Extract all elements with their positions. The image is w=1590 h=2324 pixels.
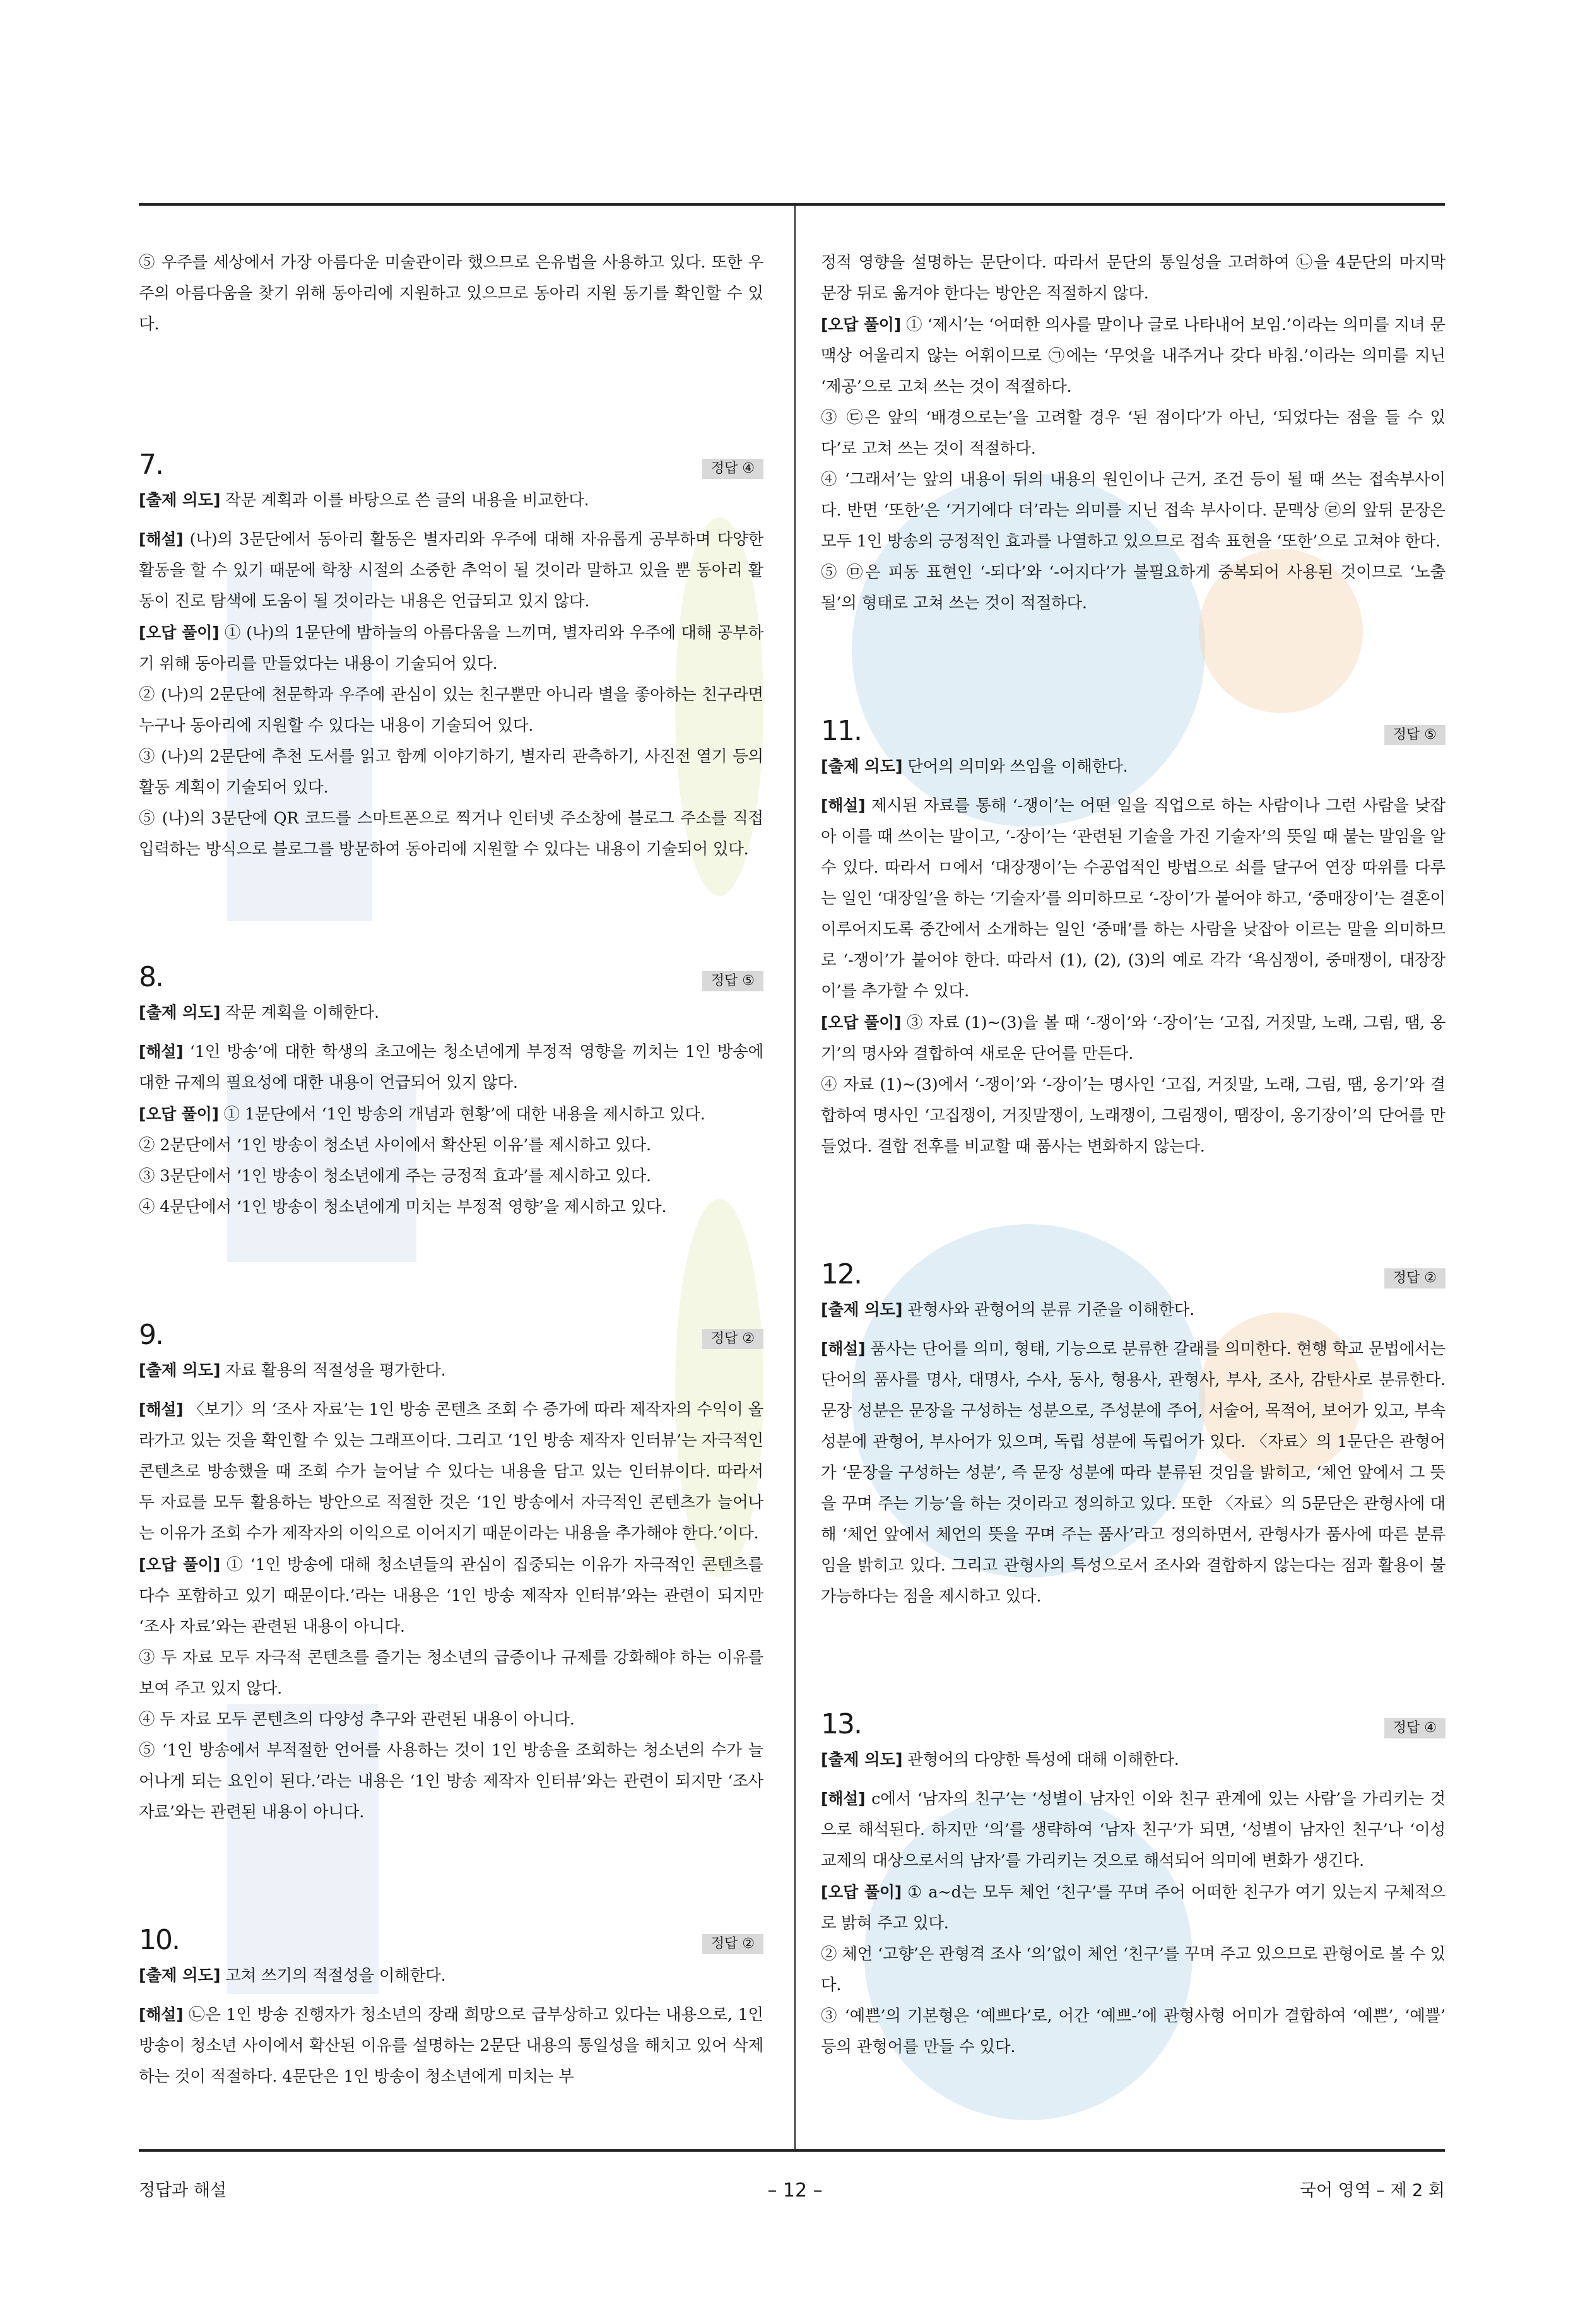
explanation-paragraph — [139, 1549, 763, 1643]
continued-paragraph: 정적 영향을 설명하는 문단이다. 따라서 문단의 통일성을 고려하여 ㉡을 4문단의 마지막 문장 뒤로 옮겨야 한다는 방안은 적절하지 않다. — [821, 253, 1446, 303]
answer-badge: 정답 ② — [702, 1934, 763, 1954]
question-number: 12. — [821, 1258, 861, 1290]
question-number: 7. — [139, 449, 163, 481]
explanation-paragraph — [821, 790, 1446, 1007]
continued-paragraph — [821, 309, 1446, 403]
column-divider — [794, 206, 796, 2150]
para-label: [오답 풀이] — [821, 1883, 902, 1901]
question-10 — [139, 1921, 763, 2092]
question-12 — [821, 1256, 1446, 1612]
continued-paragraph: ⑤ ㉤은 피동 표현인 ‘-되다’와 ‘-어지다’가 불필요하게 중복되어 사용된 것이므로 ‘노출될’의 형태로 고쳐 쓰는 것이 적절하다. — [821, 563, 1446, 613]
continued-paragraph: ④ ‘그래서’는 앞의 내용이 뒤의 내용의 원인이나 근거, 조건 등이 될 때 쓰는 접속부사이다. 반면 ‘또한’은 ‘거기에다 더’라는 의미를 지닌 접속 부사이다. 문맥상 ㉣의 앞뒤 문장은 모두 1인 방송의 긍정적인 효과를 나열하고 있으므로 접속 표현을 ‘또한’으로 고쳐야 한다. — [821, 470, 1446, 551]
answer-badge: 정답 ④ — [702, 459, 763, 479]
para-text: 제시된 자료를 통해 ‘-쟁이’는 어떤 일을 직업으로 하는 사람이나 그런 사람을 낮잡아 이를 때 쓰이는 말이고, ‘-장이’는 ‘관련된 기술을 가진 기술자’의 뜻일 때 붙는 말임을 알 수 있다. 따라서 ㅁ에서 ‘대장쟁이’는 수공업적인 방법으로 쇠를 달구어 연장 따위를 다루는 일인 ‘대장일’을 하는 ‘기술자’를 의미하므로 ‘-장이’가 붙어야 하고, ‘중매장이’는 결혼이 이루어지도록 중간에서 소개하는 일인 ‘중매’를 하는 사람을 낮잡아 이르는 말을 의미하므로 ‘-쟁이’가 붙어야 한다. 따라서 (1), (2), (3)의 예로 각각 ‘욕심쟁이, 중매쟁이, 대장장이’를 추가할 수 있다. — [821, 796, 1446, 1001]
right-column — [821, 247, 1446, 2063]
explanation-paragraph: ③ 3문단에서 ‘1인 방송이 청소년에게 주는 긍정적 효과’를 제시하고 있다. — [139, 1167, 651, 1186]
explanation-paragraph: ④ 자료 (1)~(3)에서 ‘-쟁이’와 ‘-장이’는 명사인 ‘고집, 거짓말, 노래, 그림, 땜, 옹기’와 결합하여 명사인 ‘고집쟁이, 거짓말쟁이, 노래쟁이, 그림쟁이, 땜장이, 옹기장이’의 단어를 만들었다. 결합 전후를 비교할 때 품사는 변화하지 않는다. — [821, 1075, 1446, 1156]
page-number: – 12 – — [767, 2179, 823, 2202]
para-label: [해설] — [139, 2005, 184, 2024]
intent-label: [출제 의도] — [139, 1361, 221, 1380]
intro-paragraph: ⑤ 우주를 세상에서 가장 아름다운 미술관이라 했으므로 은유법을 사용하고 있다. 또한 우주의 아름다움을 찾기 위해 동아리에 지원하고 있으므로 동아리 지원 동기를 확인할 수 있다. — [139, 253, 763, 334]
left-column — [139, 247, 763, 2092]
question-intent — [821, 1745, 1446, 1776]
explanation-paragraph: ② (나)의 2문단에 천문학과 우주에 관심이 있는 친구뿐만 아니라 별을 좋아하는 친구라면 누구나 동아리에 지원할 수 있다는 내용이 기술되어 있다. — [139, 685, 763, 735]
para-text: 품사는 단어를 의미, 형태, 기능으로 분류한 갈래를 의미한다. 현행 학교 문법에서는 단어의 품사를 명사, 대명사, 수사, 동사, 형용사, 관형사, 부사, 조사, 감탄사로 분류한다. 문장 성분은 문장을 구성하는 성분으로, 주성분에 주어, 서술어, 목적어, 보어가 있고, 부속 성분에 관형어, 부사어가 있으며, 독립 성분에 독립어가 있다. 〈자료〉의 1문단은 관형어가 ‘문장을 구성하는 성분’, 즉 문장 성분에 따라 분류된 것임을 밝히고, ‘체언 앞에서 그 뜻을 꾸며 주는 기능’을 하는 것이라고 정의하고 있다. 또한 〈자료〉의 5문단은 관형사에 대해 ‘체언 앞에서 체언의 뜻을 꾸며 주는 품사’라고 정의하면서, 관형사가 품사에 따른 분류임을 밝히고 있다. 그리고 관형사의 특성으로서 조사와 결합하지 않는다는 점과 활용이 불가능하다는 점을 제시하고 있다. — [821, 1340, 1446, 1606]
explanation-paragraph — [139, 1036, 763, 1099]
continued-paragraph: ③ ㉢은 앞의 ‘배경으로는’을 고려할 경우 ‘된 점이다’가 아닌, ‘되었다는 점을 들 수 있다’로 고쳐 쓰는 것이 적절하다. — [821, 408, 1446, 458]
explanation-paragraph — [139, 1394, 763, 1549]
question-intent — [821, 1295, 1446, 1326]
para-text: ① 1문단에서 ‘1인 방송의 개념과 현황’에 대한 내용을 제시하고 있다. — [218, 1105, 705, 1124]
intent-text: 고쳐 쓰기의 적절성을 이해한다. — [220, 1966, 446, 1985]
intent-label: [출제 의도] — [821, 1750, 903, 1769]
intent-label: [출제 의도] — [821, 1301, 903, 1319]
footer-left: 정답과 해설 — [139, 2181, 227, 2200]
para-text: ‘1인 방송’에 대한 학생의 초고에는 청소년에게 부정적 영향을 끼치는 1인 방송에 대한 규제의 필요성에 대한 내용이 언급되어 있지 않다. — [139, 1042, 763, 1092]
explanation-paragraph — [821, 1333, 1446, 1612]
para-label: [오답 풀이] — [821, 1013, 902, 1032]
answer-badge: 정답 ⑤ — [1384, 725, 1446, 745]
question-number: 11. — [821, 715, 861, 747]
para-label: [해설] — [821, 1340, 866, 1358]
intent-label: [출제 의도] — [139, 1003, 221, 1022]
intent-label: [출제 의도] — [821, 757, 903, 776]
intent-text: 관형사와 관형어의 분류 기준을 이해한다. — [902, 1301, 1195, 1319]
question-8 — [139, 959, 763, 1223]
top-rule — [139, 203, 1445, 206]
explanation-paragraph — [821, 1783, 1446, 1877]
para-text: ① ‘1인 방송에 대해 청소년들의 관심이 집중되는 이유가 자극적인 콘텐츠를 다수 포함하고 있기 때문이다.’라는 내용은 ‘1인 방송 제작자 인터뷰’와는 관련이 되지만 ‘조사 자료’와는 관련된 내용이 아니다. — [139, 1555, 763, 1636]
explanation-paragraph: ② 2문단에서 ‘1인 방송이 청소년 사이에서 확산된 이유’를 제시하고 있다. — [139, 1136, 651, 1155]
para-label: [해설] — [821, 796, 866, 815]
para-text: ③ 자료 (1)~(3)을 볼 때 ‘-쟁이’와 ‘-장이’는 ‘고집, 거짓말, 노래, 그림, 땜, 옹기’의 명사와 결합하여 새로운 단어를 만든다. — [821, 1013, 1446, 1063]
explanation-paragraph: ④ 4문단에서 ‘1인 방송이 청소년에게 미치는 부정적 영향’을 제시하고 있다. — [139, 1198, 667, 1217]
para-label: [해설] — [139, 530, 184, 548]
question-number: 9. — [139, 1319, 163, 1351]
para-label: [해설] — [821, 1790, 866, 1808]
intent-text: 단어의 의미와 쓰임을 이해한다. — [902, 757, 1128, 776]
para-label: [오답 풀이] — [139, 1555, 220, 1574]
explanation-paragraph: ③ (나)의 2문단에 추천 도서를 읽고 함께 이야기하기, 별자리 관측하기, 사진전 열기 등의 활동 계획이 기술되어 있다. — [139, 747, 763, 797]
para-text: ① (나)의 1문단에 밤하늘의 아름다움을 느끼며, 별자리와 우주에 대해 공부하기 위해 동아리를 만들었다는 내용이 기술되어 있다. — [139, 623, 764, 673]
question-intent — [139, 485, 763, 516]
question-intent — [821, 752, 1446, 782]
question-intent — [139, 1961, 763, 1991]
explanation-paragraph — [139, 1999, 763, 2092]
explanation-paragraph: ⑤ ‘1인 방송에서 부적절한 언어를 사용하는 것이 1인 방송을 조회하는 청소년의 수가 늘어나게 되는 요인이 된다.’라는 내용은 ‘1인 방송 제작자 인터뷰’와는 관련이 되지만 ‘조사 자료’와는 관련된 내용이 아니다. — [139, 1741, 763, 1822]
intent-text: 작문 계획을 이해한다. — [220, 1003, 379, 1022]
explanation-paragraph — [139, 1099, 763, 1130]
question-7 — [139, 446, 763, 865]
answer-badge: 정답 ② — [1384, 1268, 1446, 1289]
answer-badge: 정답 ⑤ — [702, 971, 763, 991]
intent-text: 자료 활용의 적절성을 평가한다. — [220, 1361, 446, 1380]
para-text: ㉡은 1인 방송 진행자가 청소년의 장래 희망으로 급부상하고 있다는 내용으로, 1인 방송이 청소년 사이에서 확산된 이유를 설명하는 2문단 내용의 통일성을 해치고 있어 삭제하는 것이 적절하다. 4문단은 1인 방송이 청소년에게 미치는 부 — [139, 2005, 763, 2086]
intent-label: [출제 의도] — [139, 491, 221, 510]
explanation-paragraph: ② 체언 ‘고향’은 관형격 조사 ‘의’없이 체언 ‘친구’를 꾸며 주고 있으므로 관형어로 볼 수 있다. — [821, 1945, 1446, 1995]
answer-badge: 정답 ④ — [1384, 1718, 1446, 1738]
para-text: (나)의 3문단에서 동아리 활동은 별자리와 우주에 대해 자유롭게 공부하며 다양한 활동을 할 수 있기 때문에 학창 시절의 소중한 추억이 될 것이라 말하고 있을 뿐 동아리 활동이 진로 탐색에 도움이 될 것이라는 내용은 언급되고 있지 않다. — [139, 530, 763, 611]
question-number: 8. — [139, 961, 163, 993]
para-label: [해설] — [139, 1042, 184, 1061]
explanation-paragraph: ③ ‘예쁜’의 기본형은 ‘예쁘다’로, 어간 ‘예쁘-’에 관형사형 어미가 결합하여 ‘예쁜’, ‘예쁠’ 등의 관형어를 만들 수 있다. — [821, 2007, 1446, 2056]
explanation-paragraph: ④ 두 자료 모두 콘텐츠의 다양성 추구와 관련된 내용이 아니다. — [139, 1710, 575, 1729]
explanation-paragraph — [139, 524, 763, 617]
question-9 — [139, 1316, 763, 1828]
question-intent — [139, 1355, 763, 1386]
explanation-paragraph: ⑤ (나)의 3문단에 QR 코드를 스마트폰으로 찍거나 인터넷 주소창에 블로그 주소를 직접 입력하는 방식으로 블로그를 방문하여 동아리에 지원할 수 있다는 내용이 기술되어 있다. — [139, 809, 763, 859]
para-text: 〈보기〉의 ‘조사 자료’는 1인 방송 콘텐츠 조회 수 증가에 따라 제작자의 수익이 올라가고 있는 것을 확인할 수 있는 그래프이다. 그리고 ‘1인 방송 제작자 인터뷰’는 자극적인 콘텐츠로 방송했을 때 조회 수가 늘어날 수 있다는 내용을 담고 있는 인터뷰이다. 따라서 두 자료를 모두 활용하는 방안으로 적절한 것은 ‘1인 방송에서 자극적인 콘텐츠가 늘어나는 이유가 조회 수가 제작자의 이익으로 이어지기 때문이라는 내용을 추가해야 한다.’이다. — [139, 1400, 763, 1543]
para-text: ① a~d는 모두 체언 ‘친구’를 꾸며 주어 어떠한 친구가 여기 있는지 구체적으로 밝혀 주고 있다. — [821, 1883, 1446, 1933]
explanation-paragraph — [139, 617, 763, 680]
bottom-rule — [139, 2149, 1445, 2152]
para-label: [오답 풀이] — [139, 623, 220, 642]
explanation-paragraph — [821, 1007, 1446, 1070]
explanation-paragraph: ③ 두 자료 모두 자극적 콘텐츠를 즐기는 청소년의 급증이나 규제를 강화해야 하는 이유를 보여 주고 있지 않다. — [139, 1648, 763, 1698]
explanation-paragraph — [821, 1877, 1446, 1939]
para-label: [오답 풀이] — [821, 316, 901, 334]
question-number: 10. — [139, 1924, 179, 1956]
answer-badge: 정답 ② — [702, 1329, 763, 1349]
intent-label: [출제 의도] — [139, 1966, 221, 1985]
footer-right: 국어 영역 – 제 2 회 — [1299, 2181, 1445, 2200]
question-intent — [139, 998, 763, 1029]
para-label: [해설] — [139, 1400, 184, 1419]
para-label: [오답 풀이] — [139, 1105, 219, 1123]
para-text: ① ‘제시’는 ‘어떠한 의사를 말이나 글로 나타내어 보임.’이라는 의미를 지녀 문맥상 어울리지 않는 어휘이므로 ㉠에는 ‘무엇을 내주거나 갖다 바침.’이라는 의미를 지닌 ‘제공’으로 고쳐 쓰는 것이 적절하다. — [821, 316, 1446, 396]
intent-text: 관형어의 다양한 특성에 대해 이해한다. — [902, 1750, 1179, 1769]
question-13 — [821, 1706, 1446, 2063]
question-11 — [821, 712, 1446, 1162]
para-text: c에서 ‘남자의 친구’는 ‘성별이 남자인 이와 친구 관계에 있는 사람’을 가리키는 것으로 해석된다. 하지만 ‘의’를 생략하여 ‘남자 친구’가 되면, ‘성별이 남자인 친구’나 ‘이성 교제의 대상으로서의 남자’를 가리키는 것으로 해석되어 의미에 변화가 생긴다. — [821, 1790, 1446, 1870]
question-number: 13. — [821, 1708, 861, 1740]
intent-text: 작문 계획과 이를 바탕으로 쓴 글의 내용을 비교한다. — [220, 491, 589, 510]
